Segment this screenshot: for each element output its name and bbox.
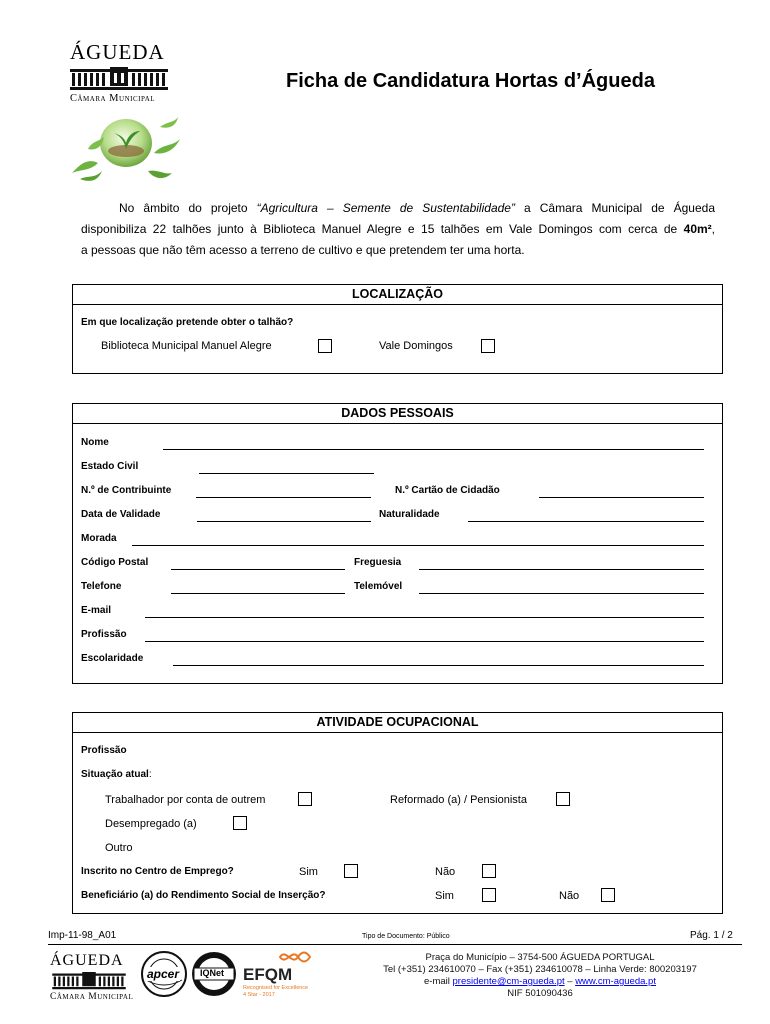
- cartao-label: N.º Cartão de Cidadão: [395, 485, 500, 496]
- codigo-postal-field[interactable]: [171, 569, 345, 570]
- profissao-label: Profissão: [81, 629, 127, 640]
- desempregado-label: Desempregado (a): [105, 818, 197, 830]
- telemovel-field[interactable]: [419, 593, 704, 594]
- footer-email-line: [340, 976, 740, 988]
- footer-address: Praça do Município – 3754-500 ÁGUEDA PORTUGAL: [425, 952, 655, 963]
- iqnet-label: IQNet: [200, 968, 225, 978]
- intro-line-2: [81, 223, 715, 235]
- atividade-profissao-label: Profissão: [81, 745, 127, 756]
- footer-email-label: e-mail: [424, 976, 453, 987]
- naturalidade-field[interactable]: [468, 521, 704, 522]
- centro-emprego-nao-label: Não: [435, 866, 456, 878]
- localizacao-heading: LOCALIZAÇÃO: [73, 285, 722, 305]
- outro-label: Outro: [105, 842, 133, 854]
- centro-emprego-nao-checkbox[interactable]: [482, 864, 496, 878]
- footer-separator: –: [564, 976, 576, 987]
- atividade-section: [72, 712, 723, 914]
- contribuinte-label: N.º de Contribuinte: [81, 485, 172, 496]
- validade-field[interactable]: [197, 521, 371, 522]
- intro-line-2-post: ,: [711, 222, 715, 236]
- page-title: Ficha de Candidatura Hortas d’Águeda: [286, 70, 655, 92]
- morada-label: Morada: [81, 533, 117, 544]
- intro-line-1: [81, 202, 715, 214]
- intro-line-2-bold: 40m²: [683, 222, 712, 236]
- desempregado-checkbox[interactable]: [233, 816, 247, 830]
- intro-line-3: a pessoas que não têm acesso a terreno de cultivo e que pretendem ter uma horta.: [81, 243, 525, 257]
- estado-civil-label: Estado Civil: [81, 461, 139, 472]
- intro-line-1-pre: No âmbito do projeto: [119, 201, 257, 215]
- footer-logo-sub: Câmara Municipal: [50, 992, 134, 1002]
- situacao-label: [81, 769, 152, 780]
- dados-pessoais-heading: DADOS PESSOAIS: [73, 404, 722, 424]
- profissao-field[interactable]: [145, 641, 704, 642]
- codigo-postal-label: Código Postal: [81, 557, 149, 568]
- efqm-label: EFQM: [243, 965, 293, 984]
- telemovel-label: Telemóvel: [354, 581, 403, 592]
- telefone-label: Telefone: [81, 581, 122, 592]
- morada-field[interactable]: [132, 545, 704, 546]
- footer-website-link[interactable]: www.cm-agueda.pt: [575, 976, 656, 987]
- apcer-label: apcer: [147, 967, 180, 981]
- header-logo-sub: Câmara Municipal: [70, 93, 156, 104]
- rsi-label: Beneficiário (a) do Rendimento Social de Inserção?: [81, 890, 326, 901]
- seedling-globe-icon: [68, 113, 184, 183]
- validade-label: Data de Validade: [81, 509, 161, 520]
- localizacao-question: Em que localização pretende obter o talhão?: [81, 317, 294, 328]
- rsi-nao-checkbox[interactable]: [601, 888, 615, 902]
- efqm-sub-2: 4 Star - 2017: [243, 992, 275, 998]
- trabalhador-label: Trabalhador por conta de outrem: [105, 794, 266, 806]
- nome-field[interactable]: [163, 449, 704, 450]
- trabalhador-checkbox[interactable]: [298, 792, 312, 806]
- centro-emprego-label: Inscrito no Centro de Emprego?: [81, 866, 234, 877]
- intro-line-1-italic: “Agricultura – Semente de Sustentabilidade”: [256, 201, 515, 215]
- intro-line-2-pre: disponibiliza 22 talhões junto à Biblioteca Manuel Alegre e 15 talhões em Vale Domingos com cerca de: [81, 222, 684, 236]
- cartao-field[interactable]: [539, 497, 704, 498]
- footer-phones: Tel (+351) 234610070 – Fax (+351) 234610078 – Linha Verde: 800203197: [383, 964, 697, 975]
- dados-pessoais-section: [72, 403, 723, 684]
- footer-email-link[interactable]: presidente@cm-agueda.pt: [452, 976, 565, 987]
- freguesia-label: Freguesia: [354, 557, 402, 568]
- escolaridade-field[interactable]: [173, 665, 704, 666]
- footer-logo-name: ÁGUEDA: [50, 952, 124, 969]
- efqm-mark-icon: [276, 948, 312, 966]
- centro-emprego-sim-checkbox[interactable]: [344, 864, 358, 878]
- atividade-heading: ATIVIDADE OCUPACIONAL: [73, 713, 722, 733]
- rsi-sim-checkbox[interactable]: [482, 888, 496, 902]
- footer-city-hall-logo-icon: [50, 972, 128, 990]
- estado-civil-field[interactable]: [199, 473, 374, 474]
- footer-page-number: Pág. 1 / 2: [690, 930, 733, 941]
- escolaridade-label: Escolaridade: [81, 653, 144, 664]
- rsi-nao-label: Não: [559, 890, 580, 902]
- option-vale-domingos-label: Vale Domingos: [379, 340, 453, 352]
- email-field[interactable]: [145, 617, 704, 618]
- footer-nif: NIF 501090436: [507, 988, 573, 999]
- city-hall-logo-icon: [70, 67, 168, 91]
- localizacao-section: [72, 284, 723, 374]
- footer-contact: [340, 952, 740, 1000]
- email-label: E-mail: [81, 605, 112, 616]
- efqm-sub-1: Recognised for Excellence: [243, 985, 309, 991]
- header-logo-name: ÁGUEDA: [70, 40, 165, 64]
- option-biblioteca-label: Biblioteca Municipal Manuel Alegre: [101, 340, 272, 352]
- contribuinte-field[interactable]: [196, 497, 371, 498]
- nome-label: Nome: [81, 437, 109, 448]
- centro-emprego-sim-label: Sim: [299, 866, 318, 878]
- situacao-label-text: Situação atual: [81, 769, 149, 780]
- footer-doc-code: Imp-11-98_A01: [48, 930, 117, 941]
- reformado-label: Reformado (a) / Pensionista: [390, 794, 527, 806]
- option-biblioteca-checkbox[interactable]: [318, 339, 332, 353]
- option-vale-domingos-checkbox[interactable]: [481, 339, 495, 353]
- reformado-checkbox[interactable]: [556, 792, 570, 806]
- naturalidade-label: Naturalidade: [379, 509, 440, 520]
- situacao-colon: :: [148, 769, 152, 780]
- footer-divider: [48, 944, 742, 945]
- rsi-sim-label: Sim: [435, 890, 454, 902]
- footer-doc-type: Tipo de Documento: Público: [362, 933, 450, 940]
- intro-line-1-post: a Câmara Municipal de Águeda: [514, 201, 715, 215]
- freguesia-field[interactable]: [419, 569, 704, 570]
- telefone-field[interactable]: [171, 593, 345, 594]
